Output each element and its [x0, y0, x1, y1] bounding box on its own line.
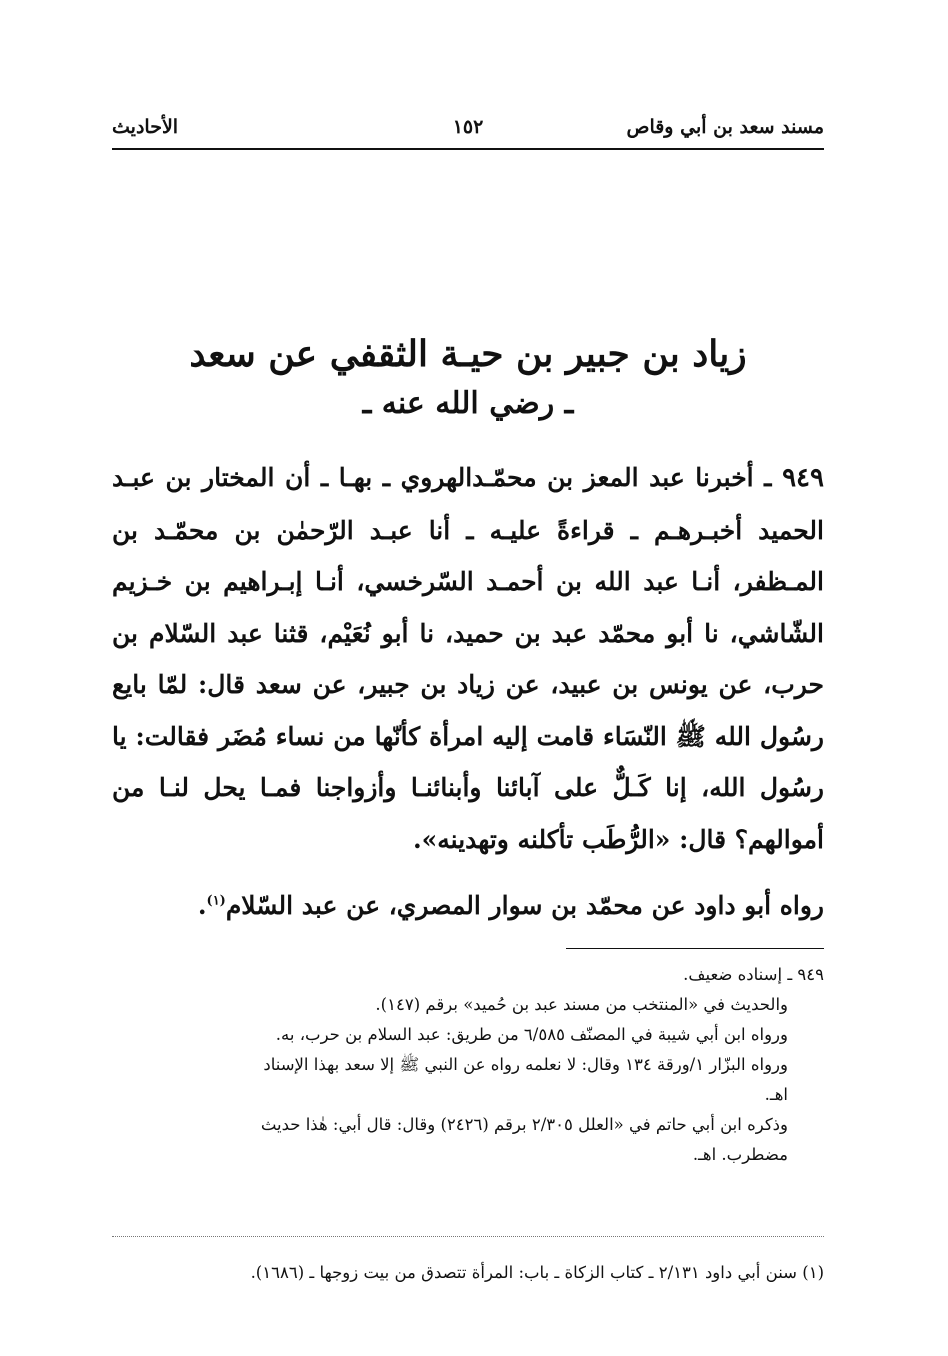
- note-line: والحديث في «المنتخب من مسند عبد بن حُميد» برقم (١٤٧).: [375, 995, 788, 1014]
- note-line: مضطرب. اهـ.: [692, 1145, 788, 1164]
- note-line: ورواه ابن أبي شيبة في المصنّف ٦/٥٨٥ من طريق: عبد السلام بن حرب، به.: [275, 1025, 788, 1044]
- commentary-notes: [112, 960, 824, 1170]
- riwaya-end: .: [197, 891, 207, 920]
- footnote: (١) سنن أبي داود ٢/١٣١ ـ كتاب الزكاة ـ باب: المرأة تتصدق من بيت زوجها ـ (١٦٨٦).: [250, 1263, 824, 1282]
- footnote-marker: (١): [206, 893, 226, 909]
- riwaya-body: رواه أبو داود عن محمّد بن سوار المصري، عن عبد السّلام: [225, 891, 824, 920]
- page-number: ١٥٢: [452, 116, 484, 138]
- hadith-number: ٩٤٩: [782, 463, 824, 493]
- note-line: ورواه البزّار ١/ورقة ١٣٤ وقال: لا نعلمه رواه عن النبي ﷺ إلا سعد بهذا الإسناد: [263, 1055, 788, 1074]
- book-title: مسند سعد بن أبي وقاص: [626, 116, 824, 138]
- note-line: وذكره ابن أبي حاتم في «العلل ٢/٣٠٥ برقم (٢٤٢٦) وقال: قال أبي: هٰذا حديث: [260, 1115, 788, 1134]
- header-rule: [112, 148, 824, 150]
- hadith-text: [112, 452, 824, 865]
- chapter-title: [112, 328, 824, 428]
- chapter-title-line-2: ـ رضي الله عنه ـ: [362, 386, 574, 421]
- chapter-title-line-1: زياد بن جبير بن حيـة الثقفي عن سعد: [189, 333, 747, 375]
- footnote-separator: [112, 1236, 824, 1237]
- running-header: [112, 112, 824, 146]
- note-line: اهـ.: [764, 1085, 788, 1104]
- section-name: الأحاديث: [112, 116, 179, 138]
- riwaya-text: [112, 884, 824, 928]
- note-line: ٩٤٩ ـ إسناده ضعيف.: [683, 965, 824, 984]
- notes-rule: [566, 948, 824, 949]
- hadith-body: ـ أخبرنا عبد المعز بن محمّـدالهروي ـ بهـا ـ أن المختار بن عبـد الحميد أخبـرهـم ـ قراءةً عليـه ـ أنا عبـد الرّحمٰن بن محمّـد بن المـظفر، أنـا عبد الله بن أحمـد السّرخسي، أنـا إبـراهيم بن خـزيم الشّاشي، نا أبو محمّد عبد بن حميد، نا أبو نُعَيْم، قثنا عبد السّلام بن حرب، عن يونس بن عبيد، عن زياد بن جبير، عن سعد قال: لمّا بايع رسُول الله ﷺ النّسَاء قامت إليه امرأة كأنّها من نساء مُضَر فقالت: يا رسُول الله، إنا كَـلٌّ على آبائنا وأبنائنـا وأزواجنا فمـا يحل لنـا من أموالهم؟ قال: «الرُّطَب تأكلنه وتهدينه».: [112, 463, 824, 854]
